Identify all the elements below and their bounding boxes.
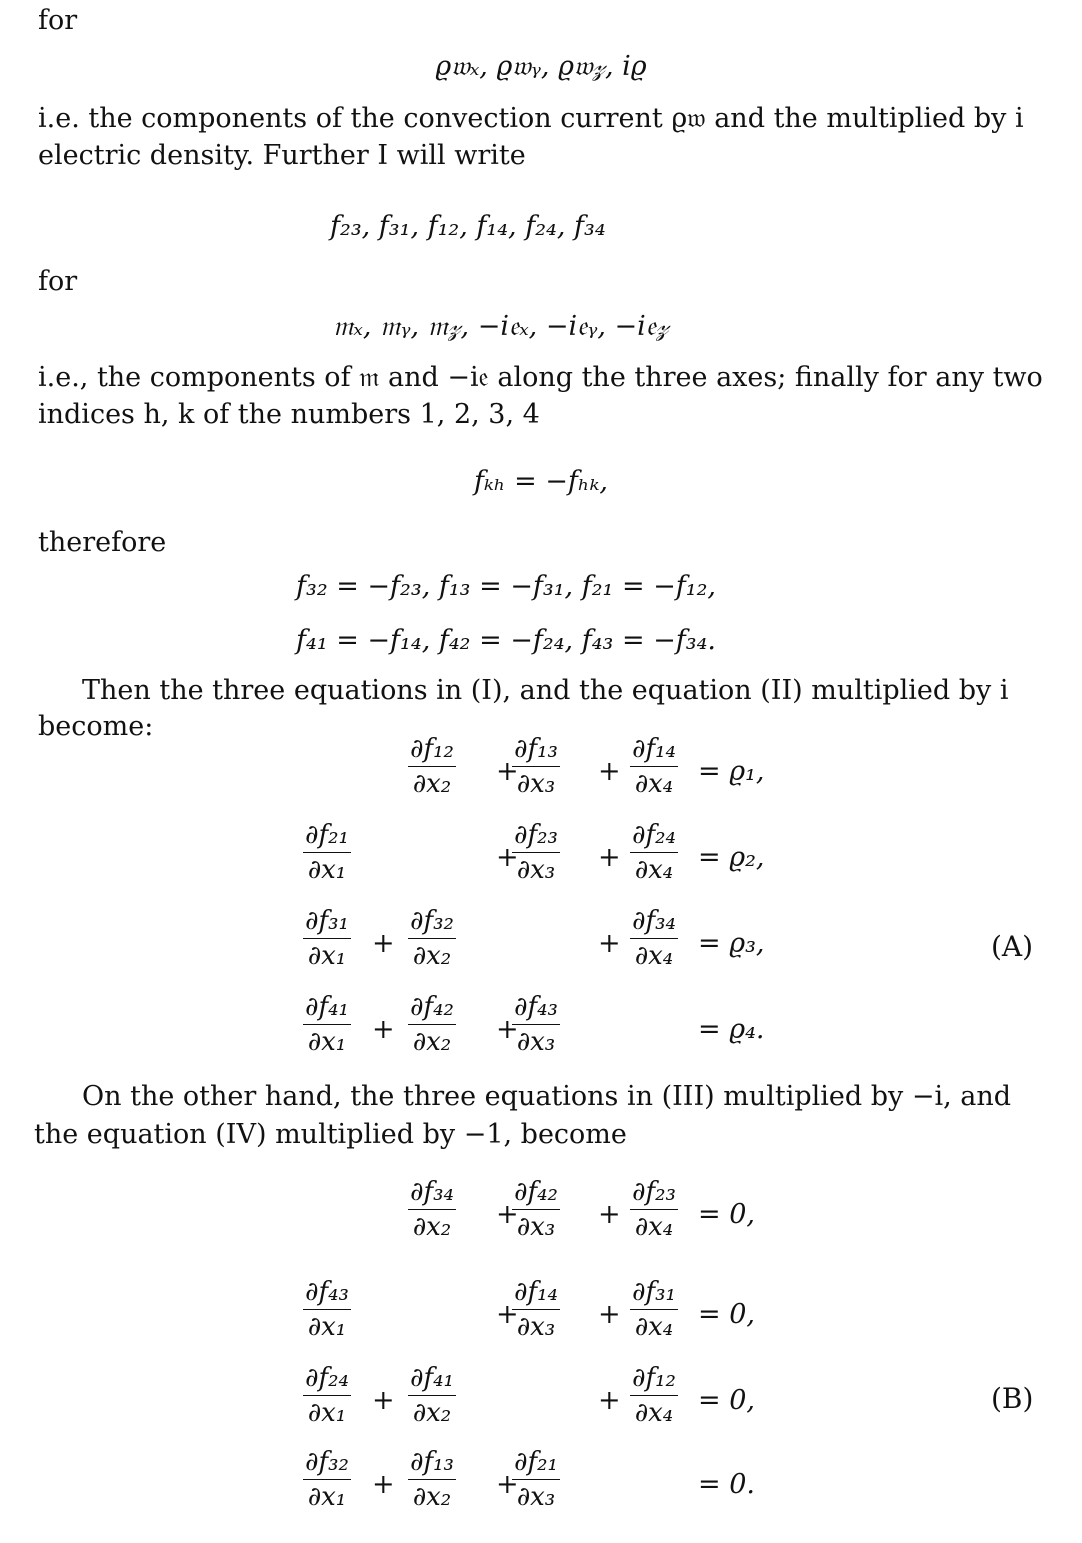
fraction-bar [630, 766, 678, 767]
fraction-bar [630, 1309, 678, 1310]
fraction-numerator: ∂f₄₁ [305, 992, 349, 1022]
system-b-row2-term3 [512, 1277, 560, 1342]
plus-sign: + [372, 928, 395, 959]
fraction-numerator: ∂f₂₃ [632, 1177, 676, 1207]
text-for-1: for [38, 5, 78, 36]
system-b-row4-term2 [408, 1447, 456, 1512]
fraction-bar [408, 1209, 456, 1210]
plus-sign: + [598, 842, 621, 873]
fraction-bar [630, 852, 678, 853]
plus-sign: + [598, 756, 621, 787]
fraction-denominator: ∂x₁ [307, 1482, 347, 1512]
fraction-numerator: ∂f₃₂ [410, 906, 454, 936]
plus-sign: + [496, 1199, 519, 1230]
fraction-denominator: ∂x₃ [516, 1312, 556, 1342]
fraction-bar [512, 1024, 560, 1025]
fraction-numerator: ∂f₃₁ [305, 906, 349, 936]
plus-sign: + [496, 1014, 519, 1045]
fraction-denominator: ∂x₂ [412, 1398, 452, 1428]
math-relations-line2: f₄₁ = −f₁₄, f₄₂ = −f₂₄, f₄₃ = −f₃₄. [296, 625, 716, 656]
fraction-denominator: ∂x₂ [412, 1482, 452, 1512]
system-a-row3-term2 [408, 906, 456, 971]
fraction-bar [303, 1024, 351, 1025]
plus-sign: + [496, 1469, 519, 1500]
system-a-row4-term2 [408, 992, 456, 1057]
system-a-row1-rhs: = ϱ₁, [698, 756, 765, 787]
system-a-row1-term2 [408, 734, 456, 799]
fraction-numerator: ∂f₃₄ [632, 906, 676, 936]
fraction-bar [303, 1395, 351, 1396]
fraction-numerator: ∂f₃₄ [410, 1177, 454, 1207]
fraction-numerator: ∂f₁₄ [514, 1277, 558, 1307]
fraction-denominator: ∂x₄ [634, 769, 674, 799]
paragraph-then-line1: Then the three equations in (I), and the equation (II) multiplied by i [82, 675, 1009, 706]
paragraph-other-hand-line2: the equation (IV) multiplied by −1, become [34, 1119, 627, 1150]
fraction-numerator: ∂f₂₃ [514, 820, 558, 850]
fraction-numerator: ∂f₁₃ [410, 1447, 454, 1477]
system-a-row3-term4 [630, 906, 678, 971]
system-a-row3-rhs: = ϱ₃, [698, 928, 765, 959]
system-a-row4-term1 [303, 992, 351, 1057]
math-relations-line1: f₃₂ = −f₂₃, f₁₃ = −f₃₁, f₂₁ = −f₁₂, [296, 571, 716, 602]
fraction-numerator: ∂f₄₃ [514, 992, 558, 1022]
fraction-denominator: ∂x₃ [516, 855, 556, 885]
plus-sign: + [598, 1199, 621, 1230]
fraction-numerator: ∂f₂₄ [305, 1363, 349, 1393]
fraction-bar [630, 938, 678, 939]
fraction-bar [512, 1479, 560, 1480]
fraction-bar [630, 1209, 678, 1210]
fraction-denominator: ∂x₂ [412, 1027, 452, 1057]
fraction-bar [408, 766, 456, 767]
math-line-f-components: f₂₃, f₃₁, f₁₂, f₁₄, f₂₄, f₃₄ [330, 211, 606, 242]
fraction-denominator: ∂x₃ [516, 1212, 556, 1242]
system-b-row1-term2 [408, 1177, 456, 1242]
fraction-denominator: ∂x₁ [307, 855, 347, 885]
fraction-numerator: ∂f₂₁ [305, 820, 349, 850]
system-b-row1-term3 [512, 1177, 560, 1242]
system-b-row3-term4 [630, 1363, 678, 1428]
system-b-row3-rhs: = 0, [698, 1385, 755, 1416]
fraction-bar [303, 1479, 351, 1480]
math-line-convection: ϱ𝔴ₓ, ϱ𝔴ᵧ, ϱ𝔴𝓏, iϱ [435, 51, 647, 82]
fraction-bar [512, 766, 560, 767]
fraction-denominator: ∂x₁ [307, 941, 347, 971]
paragraph-then-line2: become: [38, 711, 154, 742]
plus-sign: + [372, 1469, 395, 1500]
system-b-row4-rhs: = 0. [698, 1469, 755, 1500]
fraction-denominator: ∂x₃ [516, 769, 556, 799]
system-b-row3-term1 [303, 1363, 351, 1428]
system-b-row4-term3 [512, 1447, 560, 1512]
fraction-bar [630, 1395, 678, 1396]
text-therefore: therefore [38, 527, 167, 558]
fraction-denominator: ∂x₃ [516, 1482, 556, 1512]
fraction-numerator: ∂f₁₄ [632, 734, 676, 764]
system-a-row1-term4 [630, 734, 678, 799]
system-a-row2-rhs: = ϱ₂, [698, 842, 765, 873]
fraction-numerator: ∂f₄₃ [305, 1277, 349, 1307]
plus-sign: + [496, 842, 519, 873]
fraction-bar [512, 1309, 560, 1310]
fraction-denominator: ∂x₄ [634, 1398, 674, 1428]
fraction-numerator: ∂f₄₁ [410, 1363, 454, 1393]
fraction-numerator: ∂f₂₁ [514, 1447, 558, 1477]
paragraph-components-line1: i.e., the components of 𝔪 and −i𝔢 along the three axes; finally for any two [38, 362, 1043, 393]
fraction-bar [303, 938, 351, 939]
paragraph-convection-line2: electric density. Further I will write [38, 140, 526, 171]
fraction-denominator: ∂x₂ [412, 769, 452, 799]
system-b-row1-term4 [630, 1177, 678, 1242]
system-a-row4-rhs: = ϱ₄. [698, 1014, 765, 1045]
math-antisymmetry: fₖₕ = −fₕₖ, [473, 466, 609, 497]
fraction-numerator: ∂f₁₂ [632, 1363, 676, 1393]
fraction-numerator: ∂f₁₃ [514, 734, 558, 764]
system-b-row2-term1 [303, 1277, 351, 1342]
fraction-denominator: ∂x₄ [634, 941, 674, 971]
system-a-row2-term4 [630, 820, 678, 885]
paragraph-convection-line1: i.e. the components of the convection current ϱ𝔴 and the multiplied by i [38, 103, 1024, 134]
fraction-numerator: ∂f₂₄ [632, 820, 676, 850]
fraction-numerator: ∂f₁₂ [410, 734, 454, 764]
system-a-row2-term1 [303, 820, 351, 885]
fraction-bar [408, 938, 456, 939]
fraction-denominator: ∂x₄ [634, 855, 674, 885]
fraction-denominator: ∂x₄ [634, 1312, 674, 1342]
plus-sign: + [598, 1385, 621, 1416]
paragraph-components-line2: indices h, k of the numbers 1, 2, 3, 4 [38, 399, 540, 430]
system-a-row4-term3 [512, 992, 560, 1057]
system-b-row1-rhs: = 0, [698, 1199, 755, 1230]
fraction-denominator: ∂x₁ [307, 1027, 347, 1057]
equation-tag-a: (A) [991, 930, 1034, 963]
fraction-bar [408, 1395, 456, 1396]
fraction-denominator: ∂x₂ [412, 941, 452, 971]
system-a-row2-term3 [512, 820, 560, 885]
plus-sign: + [372, 1014, 395, 1045]
fraction-bar [408, 1479, 456, 1480]
system-b-row4-term1 [303, 1447, 351, 1512]
text-for-2: for [38, 266, 78, 297]
fraction-numerator: ∂f₃₁ [632, 1277, 676, 1307]
fraction-numerator: ∂f₄₂ [410, 992, 454, 1022]
plus-sign: + [372, 1385, 395, 1416]
plus-sign: + [496, 1299, 519, 1330]
fraction-denominator: ∂x₄ [634, 1212, 674, 1242]
fraction-bar [512, 1209, 560, 1210]
system-a-row3-term1 [303, 906, 351, 971]
fraction-denominator: ∂x₃ [516, 1027, 556, 1057]
plus-sign: + [496, 756, 519, 787]
system-a-row1-term3 [512, 734, 560, 799]
math-line-m-e-components: 𝔪ₓ, 𝔪ᵧ, 𝔪𝓏, −i𝔢ₓ, −i𝔢ᵧ, −i𝔢𝓏 [333, 311, 669, 342]
plus-sign: + [598, 928, 621, 959]
paragraph-other-hand-line1: On the other hand, the three equations in (III) multiplied by −i, and [82, 1081, 1012, 1112]
system-b-row3-term2 [408, 1363, 456, 1428]
equation-tag-b: (B) [991, 1382, 1034, 1415]
plus-sign: + [598, 1299, 621, 1330]
fraction-denominator: ∂x₂ [412, 1212, 452, 1242]
fraction-bar [303, 1309, 351, 1310]
fraction-numerator: ∂f₃₂ [305, 1447, 349, 1477]
system-b-row2-term4 [630, 1277, 678, 1342]
fraction-denominator: ∂x₁ [307, 1398, 347, 1428]
fraction-denominator: ∂x₁ [307, 1312, 347, 1342]
fraction-bar [408, 1024, 456, 1025]
fraction-bar [512, 852, 560, 853]
fraction-numerator: ∂f₄₂ [514, 1177, 558, 1207]
fraction-bar [303, 852, 351, 853]
system-b-row2-rhs: = 0, [698, 1299, 755, 1330]
